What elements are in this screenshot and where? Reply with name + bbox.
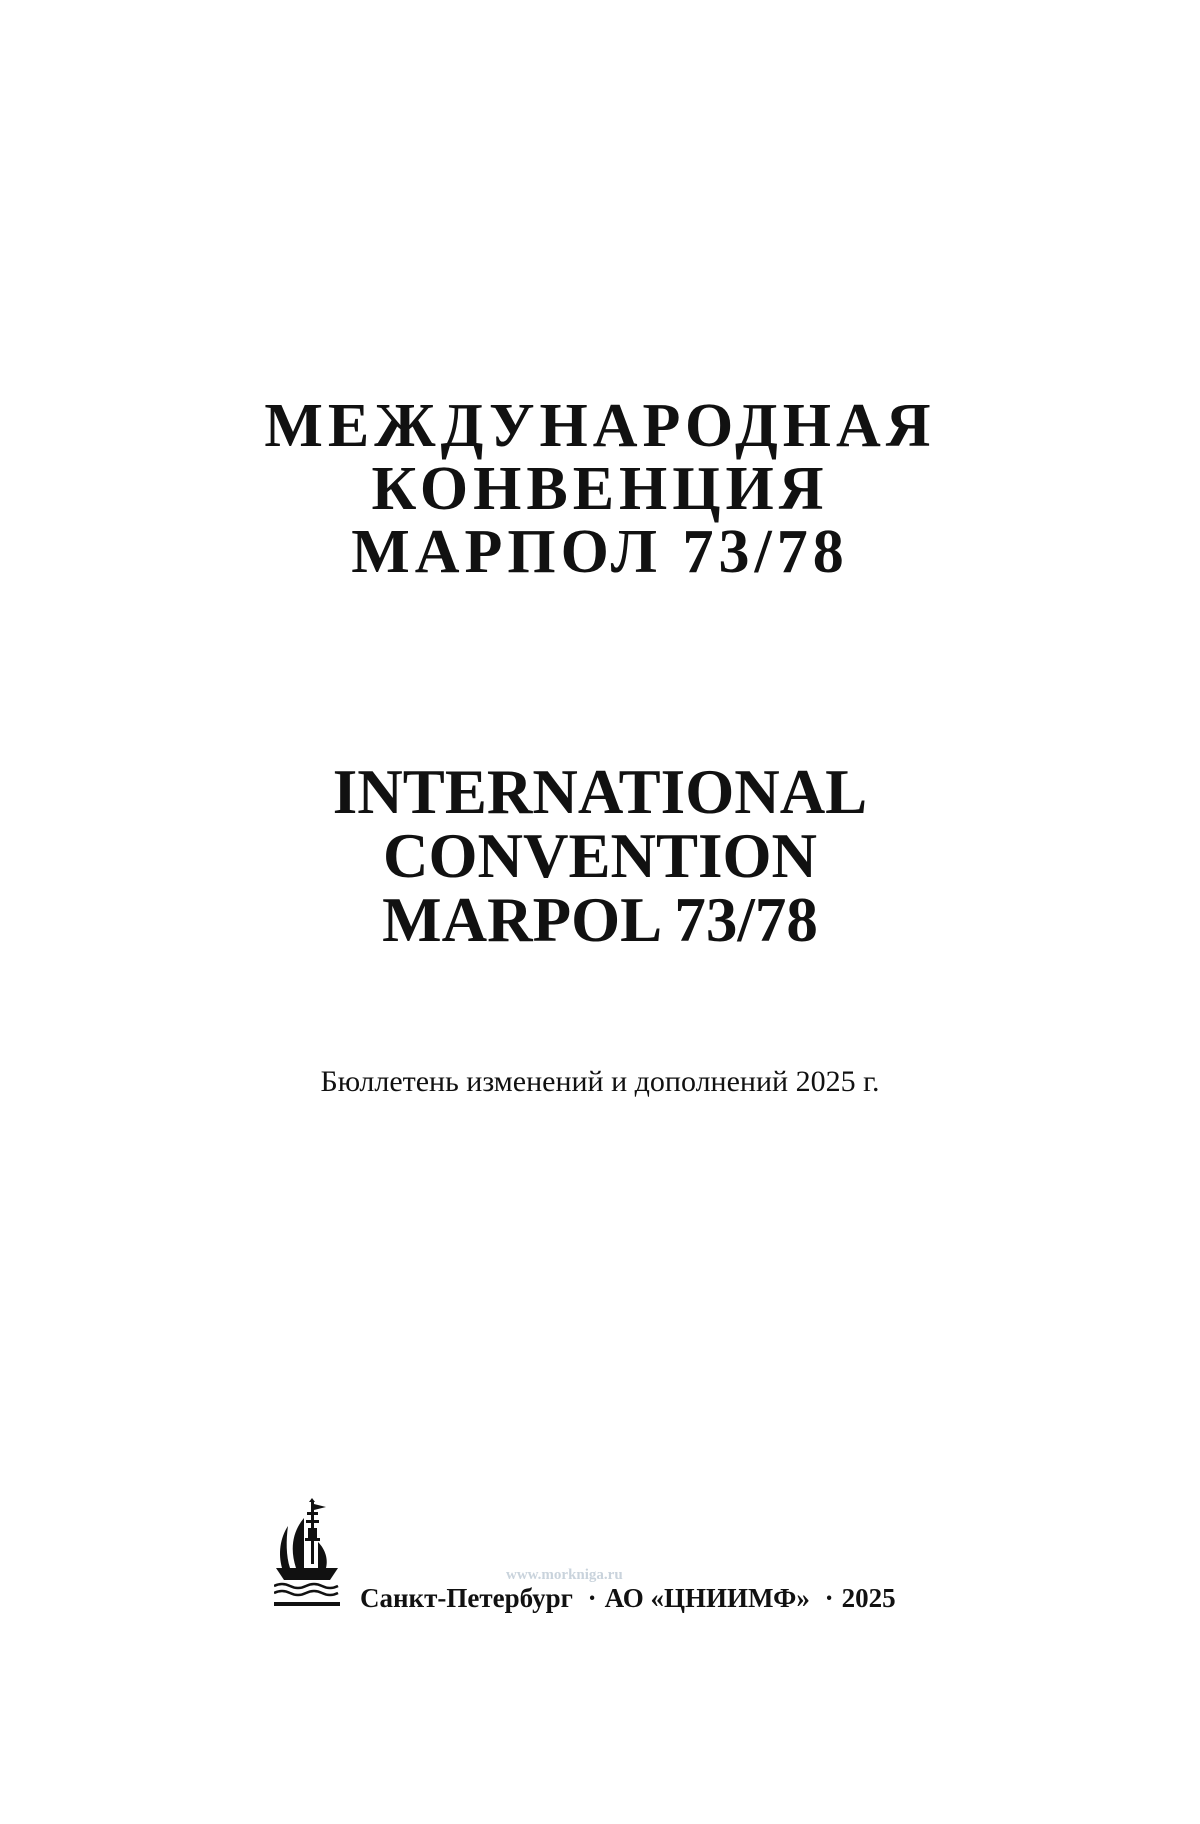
- title-ru-line-1: МЕЖДУНАРОДНАЯ: [264, 392, 936, 460]
- imprint-publisher: АО «ЦНИИМФ»: [604, 1583, 810, 1613]
- title-russian: [0, 392, 1200, 586]
- ship-spire-logo-icon: [274, 1498, 340, 1608]
- title-ru-line-2: КОНВЕНЦИЯ: [371, 455, 829, 523]
- title-english: [0, 757, 1200, 955]
- imprint-separator: ·: [587, 1583, 597, 1613]
- bulletin-subtitle: Бюллетень изменений и дополнений 2025 г.: [320, 1065, 880, 1098]
- imprint-separator: ·: [824, 1583, 834, 1613]
- title-ru-line-3: МАРПОЛ 73/78: [351, 518, 849, 586]
- imprint-year: 2025: [841, 1583, 896, 1613]
- website-watermark: www.morkniga.ru: [506, 1567, 623, 1583]
- title-en-line-3: MARPOL 73/78: [382, 885, 818, 955]
- imprint-city: Санкт-Петербург: [360, 1583, 573, 1613]
- title-en-line-1: INTERNATIONAL: [332, 757, 868, 827]
- title-en-line-2: CONVENTION: [382, 821, 818, 891]
- publisher-imprint: [360, 1582, 896, 1614]
